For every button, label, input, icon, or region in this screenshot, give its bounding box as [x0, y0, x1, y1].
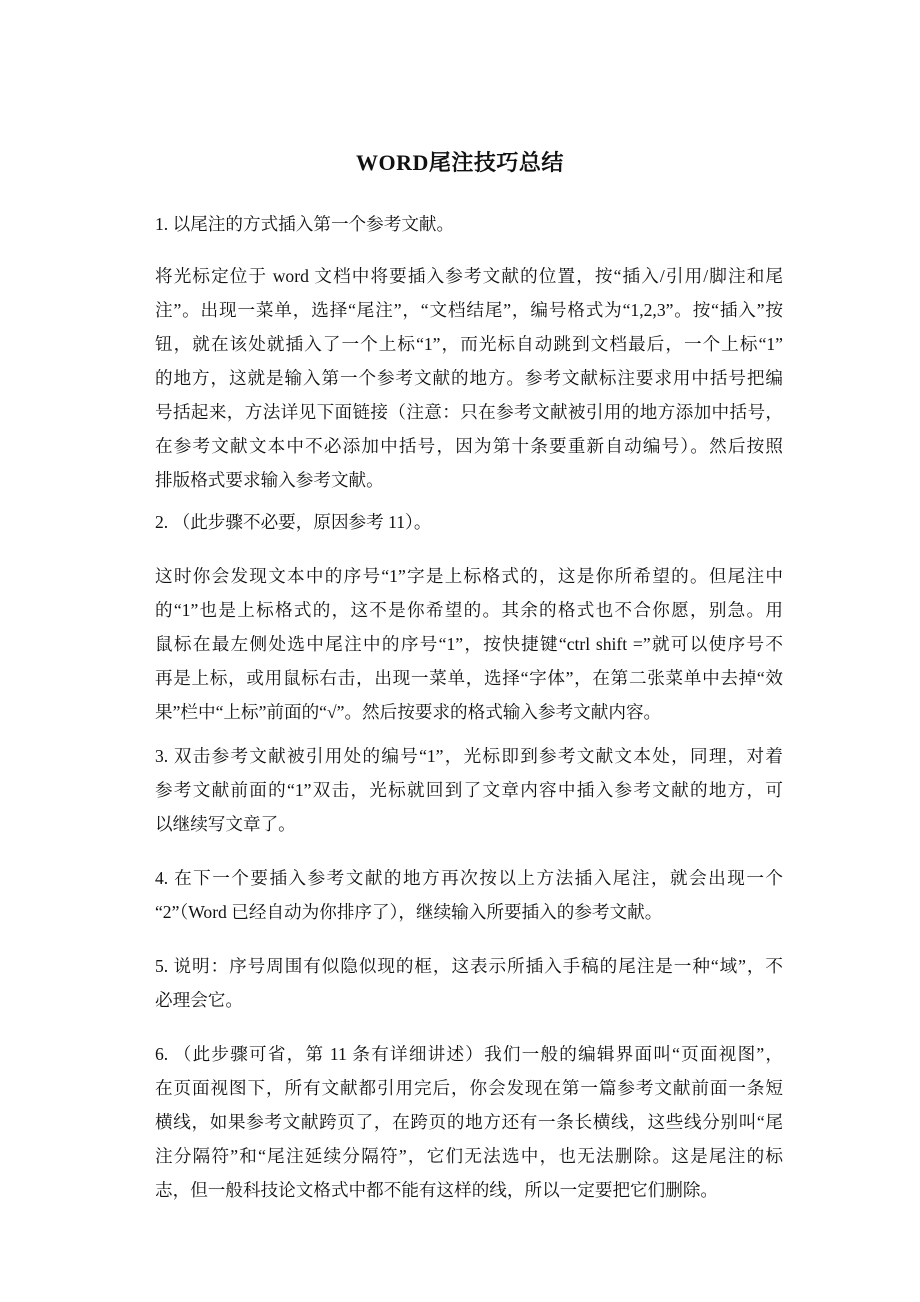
- paragraph: [155, 949, 783, 1017]
- text-line: 鼠标在最左侧处选中尾注中的序号“1”，按快捷键“ctrl shift =”就可以使序号不: [155, 634, 783, 654]
- text-line: 排版格式要求输入参考文献。: [155, 470, 384, 490]
- text-line: 6. （此步骤可省，第 11 条有详细讲述）我们一般的编辑界面叫“页面视图”，: [155, 1044, 783, 1064]
- text-line: 号括起来，方法详见下面链接（注意：只在参考文献被引用的地方添加中括号，: [155, 402, 783, 422]
- text-line: 志，但一般科技论文格式中都不能有这样的线，所以一定要把它们删除。: [155, 1180, 719, 1200]
- text-line: 在页面视图下，所有文献都引用完后，你会发现在第一篇参考文献前面一条短: [155, 1078, 783, 1098]
- text-line: 将光标定位于 word 文档中将要插入参考文献的位置，按“插入/引用/脚注和尾: [155, 266, 783, 286]
- text-line: 注分隔符”和“尾注延续分隔符”，它们无法选中，也无法删除。这是尾注的标: [155, 1146, 783, 1166]
- document-title: WORD尾注技巧总结: [356, 150, 564, 175]
- text-line: 再是上标，或用鼠标右击，出现一菜单，选择“字体”，在第二张菜单中去掉“效: [155, 668, 783, 688]
- paragraph: [155, 1037, 783, 1207]
- text-line: 1. 以尾注的方式插入第一个参考文献。: [155, 214, 455, 234]
- text-line: 在参考文献文本中不必添加中括号，因为第十条要重新自动编号）。然后按照: [155, 436, 783, 456]
- text-line: 必理会它。: [155, 990, 243, 1010]
- text-line: 这时你会发现文本中的序号“1”字是上标格式的，这是你所希望的。但尾注中: [155, 566, 783, 586]
- text-line: 以继续写文章了。: [155, 814, 296, 834]
- text-line: 5. 说明：序号周围有似隐似现的框，这表示所插入手稿的尾注是一种“域”，不: [155, 956, 783, 976]
- paragraph: [155, 259, 783, 497]
- text-line: 横线，如果参考文献跨页了，在跨页的地方还有一条长横线，这些线分别叫“尾: [155, 1112, 783, 1132]
- text-line: 2. （此步骤不必要，原因参考 11）。: [155, 512, 432, 532]
- text-line: 的地方，这就是输入第一个参考文献的地方。参考文献标注要求用中括号把编: [155, 368, 783, 388]
- paragraph: [155, 207, 783, 241]
- text-line: “2”（Word 已经自动为你排序了），继续输入所要插入的参考文献。: [155, 902, 663, 922]
- text-line: 果”栏中“上标”前面的“√”。然后按要求的格式输入参考文献内容。: [155, 702, 662, 722]
- paragraph: [155, 861, 783, 929]
- text-line: 3. 双击参考文献被引用处的编号“1”，光标即到参考文献文本处，同理，对着: [155, 746, 783, 766]
- text-line: 钮，就在该处就插入了一个上标“1”，而光标自动跳到文档最后，一个上标“1”: [155, 334, 783, 354]
- text-line: 参考文献前面的“1”双击，光标就回到了文章内容中插入参考文献的地方，可: [155, 780, 783, 800]
- paragraph: [155, 505, 783, 539]
- text-line: 4. 在下一个要插入参考文献的地方再次按以上方法插入尾注，就会出现一个: [155, 868, 783, 888]
- text-line: 的“1”也是上标格式的，这不是你希望的。其余的格式也不合你愿，别急。用: [155, 600, 783, 620]
- paragraph: [155, 739, 783, 841]
- paragraph: [155, 559, 783, 729]
- text-line: 注”。出现一菜单，选择“尾注”，“文档结尾”，编号格式为“1,2,3”。按“插入”按: [155, 300, 783, 320]
